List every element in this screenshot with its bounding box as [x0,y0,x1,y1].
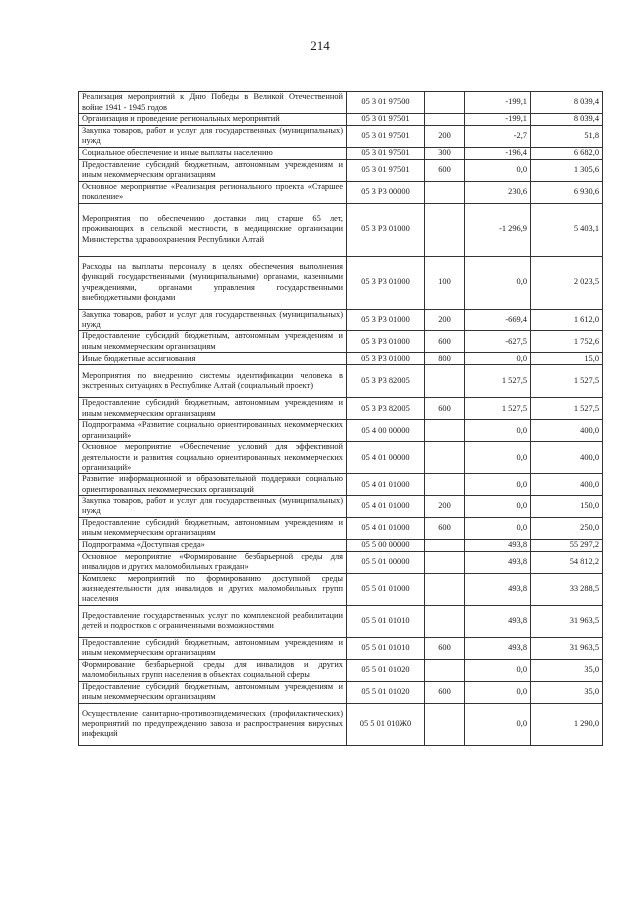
row-total-amount: 31 963,5 [531,605,603,637]
row-change-amount: -2,7 [465,126,531,148]
row-change-amount: 0,0 [465,659,531,681]
row-target-code: 05 3 01 97501 [347,114,425,126]
row-name: Закупка товаров, работ и услуг для государственных (муниципальных) нужд [79,126,347,148]
row-total-amount: 250,0 [531,517,603,539]
row-change-amount: 0,0 [465,420,531,442]
row-change-amount: 493,8 [465,539,531,551]
table-row [79,539,603,551]
row-total-amount: 400,0 [531,442,603,474]
table-row [79,637,603,659]
table-row [79,474,603,496]
row-expense-type: 200 [425,309,465,331]
row-expense-type [425,703,465,745]
row-change-amount: 0,0 [465,353,531,365]
row-total-amount: 55 297,2 [531,539,603,551]
row-total-amount: 35,0 [531,659,603,681]
table-row [79,92,603,114]
table-row [79,256,603,309]
row-name: Мероприятия по обеспечению доставки лиц старше 65 лет, проживающих в сельской местности, в медицинские организации Министерства здравоохранения Республики Алтай [79,203,347,256]
row-change-amount: 0,0 [465,681,531,703]
table-row [79,681,603,703]
table-row [79,496,603,518]
row-target-code: 05 3 P3 01000 [347,203,425,256]
row-expense-type: 200 [425,126,465,148]
row-target-code: 05 3 01 97501 [347,147,425,159]
row-change-amount: -627,5 [465,331,531,353]
row-total-amount: 35,0 [531,681,603,703]
row-name: Мероприятия по внедрению системы идентификации человека в экстренных ситуациях в Республике Алтай (социальный проект) [79,365,347,398]
table-row [79,398,603,420]
row-name: Подпрограмма «Развитие социально ориентированных некоммерческих организаций» [79,420,347,442]
row-expense-type: 800 [425,353,465,365]
row-total-amount: 6 930,6 [531,181,603,203]
row-name: Подпрограмма «Доступная среда» [79,539,347,551]
row-target-code: 05 4 01 01000 [347,496,425,518]
table-row [79,309,603,331]
row-total-amount: 54 812,2 [531,551,603,573]
row-name: Предоставление субсидий бюджетным, автономным учреждениям и иным некоммерческим организациям [79,517,347,539]
row-expense-type [425,659,465,681]
row-total-amount: 31 963,5 [531,637,603,659]
budget-table-body [79,92,603,746]
row-target-code: 05 5 00 00000 [347,539,425,551]
table-row [79,331,603,353]
row-expense-type [425,365,465,398]
table-row [79,159,603,181]
row-name: Закупка товаров, работ и услуг для государственных (муниципальных) нужд [79,496,347,518]
row-total-amount: 400,0 [531,420,603,442]
row-expense-type: 600 [425,398,465,420]
row-name: Предоставление субсидий бюджетным, автономным учреждениям и иным некоммерческим организациям [79,331,347,353]
row-total-amount: 8 039,4 [531,114,603,126]
table-row [79,573,603,605]
row-name: Организация и проведение региональных мероприятий [79,114,347,126]
row-expense-type: 600 [425,159,465,181]
row-change-amount: -669,4 [465,309,531,331]
table-row [79,420,603,442]
row-change-amount: 493,8 [465,637,531,659]
table-row [79,551,603,573]
row-change-amount: 493,8 [465,605,531,637]
row-total-amount: 33 288,5 [531,573,603,605]
row-total-amount: 2 023,5 [531,256,603,309]
row-expense-type [425,551,465,573]
row-total-amount: 150,0 [531,496,603,518]
table-row [79,442,603,474]
row-target-code: 05 3 P3 00000 [347,181,425,203]
row-target-code: 05 5 01 010Ж0 [347,703,425,745]
table-row [79,703,603,745]
table-row [79,203,603,256]
table-row [79,365,603,398]
row-name: Осуществление санитарно-противоэпидемических (профилактических) мероприятий по предупреждению завоза и распространения вирусных инфекций [79,703,347,745]
row-target-code: 05 4 01 01000 [347,517,425,539]
row-total-amount: 6 682,0 [531,147,603,159]
table-row [79,353,603,365]
row-change-amount: 1 527,5 [465,365,531,398]
table-row [79,605,603,637]
page-number: 214 [310,38,330,53]
row-target-code: 05 5 01 01020 [347,681,425,703]
row-target-code: 05 5 01 01010 [347,637,425,659]
row-change-amount: 0,0 [465,496,531,518]
table-row [79,126,603,148]
row-target-code: 05 3 01 97501 [347,159,425,181]
row-change-amount: 0,0 [465,442,531,474]
row-name: Предоставление субсидий бюджетным, автономным учреждениям и иным некоммерческим организациям [79,681,347,703]
row-target-code: 05 3 P3 82005 [347,398,425,420]
row-target-code: 05 3 P3 82005 [347,365,425,398]
row-target-code: 05 4 01 01000 [347,474,425,496]
row-expense-type: 300 [425,147,465,159]
row-name: Основное мероприятие «Формирование безбарьерной среды для инвалидов и других маломобильных граждан» [79,551,347,573]
row-name: Предоставление государственных услуг по комплексной реабилитации детей и подростков с ограниченными возможностями [79,605,347,637]
row-change-amount: 230,6 [465,181,531,203]
row-change-amount: -199,1 [465,114,531,126]
row-name: Основное мероприятие «Обеспечение условий для эффективной деятельности и развития социально ориентированных некоммерческих организаций» [79,442,347,474]
row-total-amount: 1 527,5 [531,398,603,420]
row-target-code: 05 5 01 00000 [347,551,425,573]
row-expense-type [425,474,465,496]
row-name: Реализация мероприятий к Дню Победы в Великой Отечественной войне 1941 - 1945 годов [79,92,347,114]
row-expense-type: 600 [425,331,465,353]
row-target-code: 05 3 01 97501 [347,126,425,148]
row-expense-type [425,573,465,605]
row-name: Развитие информационной и образовательной поддержки социально ориентированных некоммерческих организаций [79,474,347,496]
row-change-amount: 493,8 [465,551,531,573]
row-expense-type [425,539,465,551]
row-total-amount: 51,8 [531,126,603,148]
row-name: Комплекс мероприятий по формированию доступной среды жизнедеятельности для инвалидов и других маломобильных групп населения [79,573,347,605]
budget-table [78,91,603,746]
row-target-code: 05 4 00 00000 [347,420,425,442]
row-expense-type [425,442,465,474]
row-total-amount: 1 290,0 [531,703,603,745]
row-target-code: 05 5 01 01010 [347,605,425,637]
row-expense-type: 600 [425,637,465,659]
row-total-amount: 1 305,6 [531,159,603,181]
row-change-amount: 0,0 [465,256,531,309]
row-name: Расходы на выплаты персоналу в целях обеспечения выполнения функций государственными (муниципальными) органами, казенными учреждениями, органами управления государственными внебюджетными фондами [79,256,347,309]
row-total-amount: 5 403,1 [531,203,603,256]
row-target-code: 05 3 P3 01000 [347,256,425,309]
table-row [79,517,603,539]
row-expense-type [425,114,465,126]
row-name: Социальное обеспечение и иные выплаты населению [79,147,347,159]
row-target-code: 05 3 P3 01000 [347,309,425,331]
row-change-amount: -1 296,9 [465,203,531,256]
row-total-amount: 15,0 [531,353,603,365]
row-name: Закупка товаров, работ и услуг для государственных (муниципальных) нужд [79,309,347,331]
row-change-amount: 0,0 [465,703,531,745]
table-row [79,659,603,681]
row-expense-type [425,605,465,637]
row-expense-type: 100 [425,256,465,309]
row-target-code: 05 5 01 01000 [347,573,425,605]
row-expense-type: 600 [425,681,465,703]
row-name: Основное мероприятие «Реализация регионального проекта «Старшее поколение» [79,181,347,203]
row-target-code: 05 3 P3 01000 [347,331,425,353]
row-name: Предоставление субсидий бюджетным, автономным учреждениям и иным некоммерческим организациям [79,398,347,420]
row-change-amount: 493,8 [465,573,531,605]
table-row [79,147,603,159]
row-name: Иные бюджетные ассигнования [79,353,347,365]
table-row [79,181,603,203]
row-target-code: 05 3 01 97500 [347,92,425,114]
row-expense-type [425,203,465,256]
row-total-amount: 1 527,5 [531,365,603,398]
row-change-amount: 0,0 [465,159,531,181]
row-expense-type [425,92,465,114]
row-expense-type: 200 [425,496,465,518]
table-row [79,114,603,126]
row-target-code: 05 5 01 01020 [347,659,425,681]
row-change-amount: -196,4 [465,147,531,159]
row-name: Предоставление субсидий бюджетным, автономным учреждениям и иным некоммерческим организациям [79,637,347,659]
row-name: Формирование безбарьерной среды для инвалидов и других маломобильных групп населения в объектах социальной сферы [79,659,347,681]
row-total-amount: 8 039,4 [531,92,603,114]
row-expense-type [425,420,465,442]
row-change-amount: 0,0 [465,517,531,539]
row-expense-type: 600 [425,517,465,539]
row-change-amount: 1 527,5 [465,398,531,420]
row-change-amount: -199,1 [465,92,531,114]
row-total-amount: 1 612,0 [531,309,603,331]
row-expense-type [425,181,465,203]
row-total-amount: 1 752,6 [531,331,603,353]
row-total-amount: 400,0 [531,474,603,496]
row-name: Предоставление субсидий бюджетным, автономным учреждениям и иным некоммерческим организациям [79,159,347,181]
row-target-code: 05 3 P3 01000 [347,353,425,365]
row-change-amount: 0,0 [465,474,531,496]
row-target-code: 05 4 01 00000 [347,442,425,474]
